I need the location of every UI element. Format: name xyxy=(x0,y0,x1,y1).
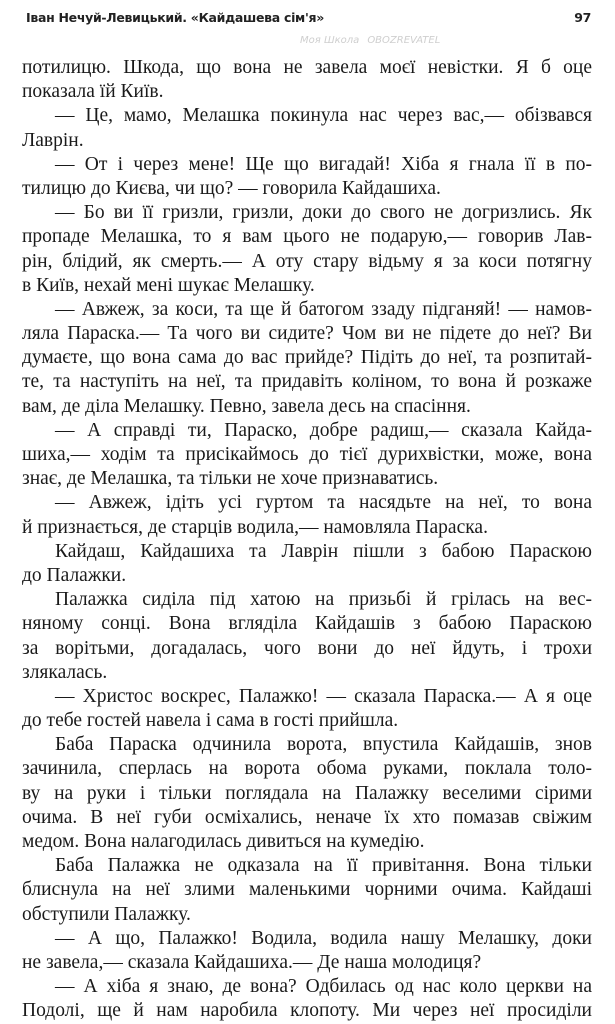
text-line: — Авжеж, ідіть усі гуртом та насядьте на неї, то вона xyxy=(55,492,592,514)
text-line: — А що, Палажко! Водила, водила нашу Мелашку, доки xyxy=(55,927,592,949)
text-line: няному сонці. Вона вгляділа Кайдашів з бабою Параскою xyxy=(22,613,592,635)
text-line: думаєте, що вона сама до вас прийде? Підіть до неї, та розпитай- xyxy=(22,347,592,369)
text-line: — От і через мене! Ще що вигадай! Хіба я гнала її в по- xyxy=(55,153,592,175)
running-header xyxy=(26,6,591,28)
text-line: блиснула на неї злими маленькими чорними очима. Кайдаші xyxy=(22,879,592,901)
text-line: ляла Параска.— Та чого ви сидите? Чом ви не підете до неї? Ви xyxy=(22,323,592,345)
book-title: Іван Нечуй-Левицький. «Кайдашева сім'я» xyxy=(26,9,325,25)
text-line: вам, де діла Мелашку. Певно, завела десь на спасіння. xyxy=(22,395,471,417)
text-line: очима. В неї губи осміхались, неначе їх хто помазав свіжим xyxy=(22,806,592,828)
text-line: Баба Палажка не одказала на її привітання. Вона тільки xyxy=(55,855,592,877)
text-line: — Це, мамо, Мелашка покинула нас через вас,— обізвався xyxy=(55,105,592,127)
text-line: тилицю до Києва, чи що? — говорила Кайдашиха. xyxy=(22,177,441,199)
watermark-brand-2: OBOZREVATEL xyxy=(367,35,441,46)
text-line: те, та наступіть на неї, та придавіть коліном, то вона й розкаже xyxy=(22,371,592,393)
watermark-brand-1: Моя Школа xyxy=(300,35,360,46)
text-line: — А справді ти, Параско, добре радиш,— сказала Кайда- xyxy=(55,419,592,441)
text-line: в Київ, нехай мені шукає Мелашку. xyxy=(22,274,315,296)
text-line: — Бо ви її гризли, гризли, доки до свого не догризлись. Як xyxy=(55,202,592,224)
text-line: зачинила, сперлась на ворота обома руками, поклала толо- xyxy=(22,758,592,780)
text-line: Лаврін. xyxy=(22,129,84,151)
text-line: шиха,— ходім та присікаймось до тієї дурихвістки, може, вона xyxy=(22,444,592,465)
text-line: — А хіба я знаю, де вона? Одбилась од нас коло церкви на xyxy=(55,976,592,998)
text-line: — Христос воскрес, Палажко! — сказала Параска.— А я оце xyxy=(55,685,592,707)
text-line: Подолі, ще й нам наробила клопоту. Ми через неї просиділи xyxy=(22,1000,592,1022)
watermark xyxy=(300,34,448,48)
text-line: знає, де Мелашка, та тільки не хоче признаватись. xyxy=(22,468,439,490)
text-line: до тебе гостей навела і сама в гості прийшла. xyxy=(22,710,399,732)
page-number: 97 xyxy=(574,9,591,25)
text-line: потилицю. Шкода, що вона не завела моєї невістки. Я б оце xyxy=(22,57,592,78)
text-line: — Авжеж, за коси, та ще й батогом ззаду підганяй! — намов- xyxy=(55,298,592,320)
text-line: Палажка сиділа під хатою на призьбі й грілась на вес- xyxy=(55,589,592,611)
text-line: медом. Вона налагодилась дивиться на кумедію. xyxy=(22,831,425,852)
text-line: до Палажки. xyxy=(22,564,127,586)
text-line: за ворітьми, догадалась, чого вони до неї йдуть, і трохи xyxy=(22,637,592,659)
text-line: обступили Палажку. xyxy=(22,903,191,925)
page-body-text xyxy=(22,56,592,1024)
text-line: показала їй Київ. xyxy=(22,81,164,103)
text-line: злякалась. xyxy=(22,661,108,683)
text-line: Кайдаш, Кайдашиха та Лаврін пішли з бабою Параскою xyxy=(55,540,592,562)
text-line: рін, блідий, як смерть.— А оту стару відьму я за коси потягну xyxy=(22,250,592,272)
text-line: Баба Параска одчинила ворота, впустила Кайдашів, знов xyxy=(55,734,592,756)
text-line: не завела,— сказала Кайдашиха.— Де наша молодиця? xyxy=(22,951,482,973)
text-line: ву на руки і тільки поглядала на Палажку веселими сірими xyxy=(22,782,592,804)
text-line: й признається, де старців водила,— намовляла Параска. xyxy=(22,516,488,538)
text-line: пропаде Мелашка, то я вам цього не подарую,— говорив Лав- xyxy=(22,226,592,248)
